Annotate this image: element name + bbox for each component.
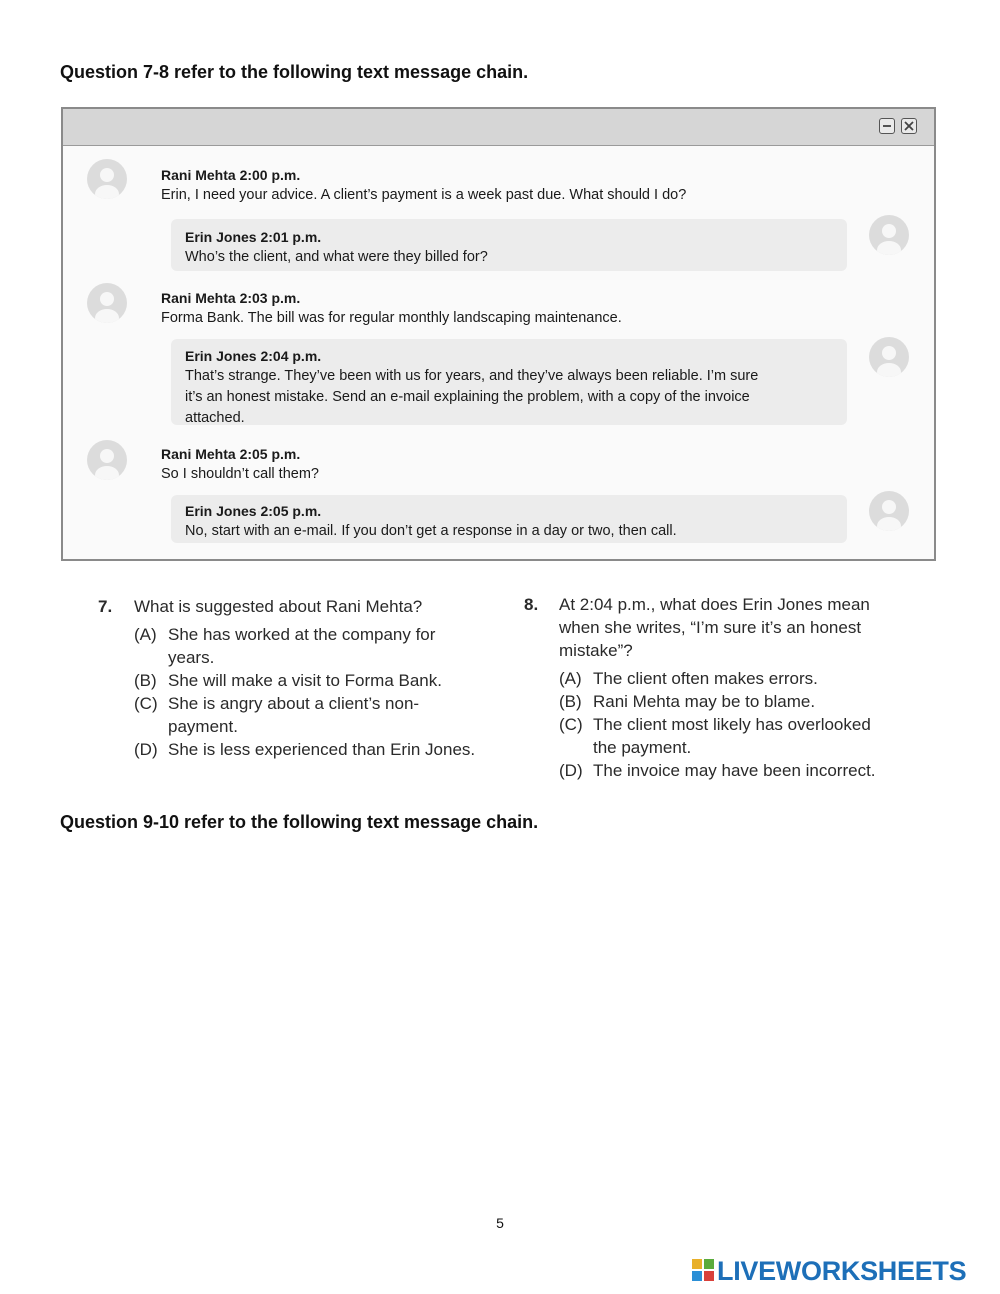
option-line: The invoice may have been incorrect. xyxy=(593,761,876,780)
question-line: when she writes, “I’m sure it’s an honest xyxy=(559,618,862,637)
liveworksheets-logo-icon xyxy=(692,1259,714,1281)
minimize-icon[interactable] xyxy=(879,118,895,134)
question-text: What is suggested about Rani Mehta? xyxy=(134,597,423,616)
option-text xyxy=(168,738,475,761)
chat-message xyxy=(185,346,758,429)
message-sender: Erin Jones 2:05 p.m. xyxy=(185,503,322,519)
option-letter: (A) xyxy=(559,669,582,688)
option-line: The client often makes errors. xyxy=(593,669,818,688)
message-sender: Rani Mehta 2:00 p.m. xyxy=(161,167,301,183)
option-text xyxy=(168,669,442,692)
avatar-rani-mehta-icon xyxy=(87,159,127,199)
avatar-erin-jones-icon xyxy=(869,337,909,377)
option-letter: (C) xyxy=(559,715,583,734)
chat-message xyxy=(161,288,622,329)
section-heading-q9-10: Question 9-10 refer to the following text message chain. xyxy=(60,812,539,832)
message-text: That’s strange. They’ve been with us for years, and they’ve always been reliable. I’m sure xyxy=(185,368,759,384)
question-line: mistake”? xyxy=(559,641,633,660)
option-text xyxy=(593,759,876,782)
option-letter: (B) xyxy=(559,692,582,711)
avatar-rani-mehta-icon xyxy=(87,440,127,480)
chat-message xyxy=(185,227,488,268)
option-text xyxy=(593,713,871,759)
window-titlebar xyxy=(63,109,934,146)
option-text xyxy=(168,623,435,669)
question-line: At 2:04 p.m., what does Erin Jones mean xyxy=(559,595,870,614)
message-text: Erin, I need your advice. A client’s payment is a week past due. What should I do? xyxy=(161,187,687,203)
close-icon[interactable] xyxy=(901,118,917,134)
message-text: attached. xyxy=(185,410,245,426)
option-line: the payment. xyxy=(593,738,692,757)
message-text: So I shouldn’t call them? xyxy=(161,466,319,482)
option-line: She is angry about a client’s non- xyxy=(168,694,420,713)
message-sender: Erin Jones 2:04 p.m. xyxy=(185,348,322,364)
chat-message xyxy=(161,165,686,206)
option-letter: (B) xyxy=(134,671,157,690)
option-text xyxy=(593,667,818,690)
option-text xyxy=(168,692,419,738)
brand-name: LIVEWORKSHEETS xyxy=(717,1256,967,1286)
option-text xyxy=(593,690,815,713)
message-text: Forma Bank. The bill was for regular monthly landscaping maintenance. xyxy=(161,310,622,326)
message-text: No, start with an e-mail. If you don’t get a response in a day or two, then call. xyxy=(185,523,677,539)
option-line: payment. xyxy=(168,717,238,736)
option-letter: (A) xyxy=(134,625,157,644)
message-text: it’s an honest mistake. Send an e-mail explaining the problem, with a copy of the invoice xyxy=(185,389,750,405)
message-sender: Rani Mehta 2:03 p.m. xyxy=(161,290,301,306)
option-letter: (D) xyxy=(559,761,583,780)
question-8 xyxy=(524,593,924,793)
chat-window xyxy=(61,107,936,561)
message-sender: Erin Jones 2:01 p.m. xyxy=(185,229,322,245)
option-line: She is less experienced than Erin Jones. xyxy=(168,740,476,759)
page-number: 5 xyxy=(496,1215,504,1231)
option-line: She will make a visit to Forma Bank. xyxy=(168,671,442,690)
option-letter: (D) xyxy=(134,740,158,759)
question-number: 8. xyxy=(524,595,539,614)
option-line: years. xyxy=(168,648,215,667)
avatar-erin-jones-icon xyxy=(869,491,909,531)
avatar-erin-jones-icon xyxy=(869,215,909,255)
avatar-rani-mehta-icon xyxy=(87,283,127,323)
chat-message xyxy=(161,444,319,485)
chat-message xyxy=(185,501,677,542)
section-heading-q7-8: Question 7-8 refer to the following text message chain. xyxy=(60,62,529,82)
option-letter: (C) xyxy=(134,694,158,713)
option-line: Rani Mehta may be to blame. xyxy=(593,692,816,711)
question-text xyxy=(559,593,870,662)
option-line: She has worked at the company for xyxy=(168,625,436,644)
message-text: Who’s the client, and what were they billed for? xyxy=(185,249,488,265)
question-7 xyxy=(98,595,498,775)
message-sender: Rani Mehta 2:05 p.m. xyxy=(161,446,301,462)
question-number: 7. xyxy=(98,597,113,616)
option-line: The client most likely has overlooked xyxy=(593,715,871,734)
